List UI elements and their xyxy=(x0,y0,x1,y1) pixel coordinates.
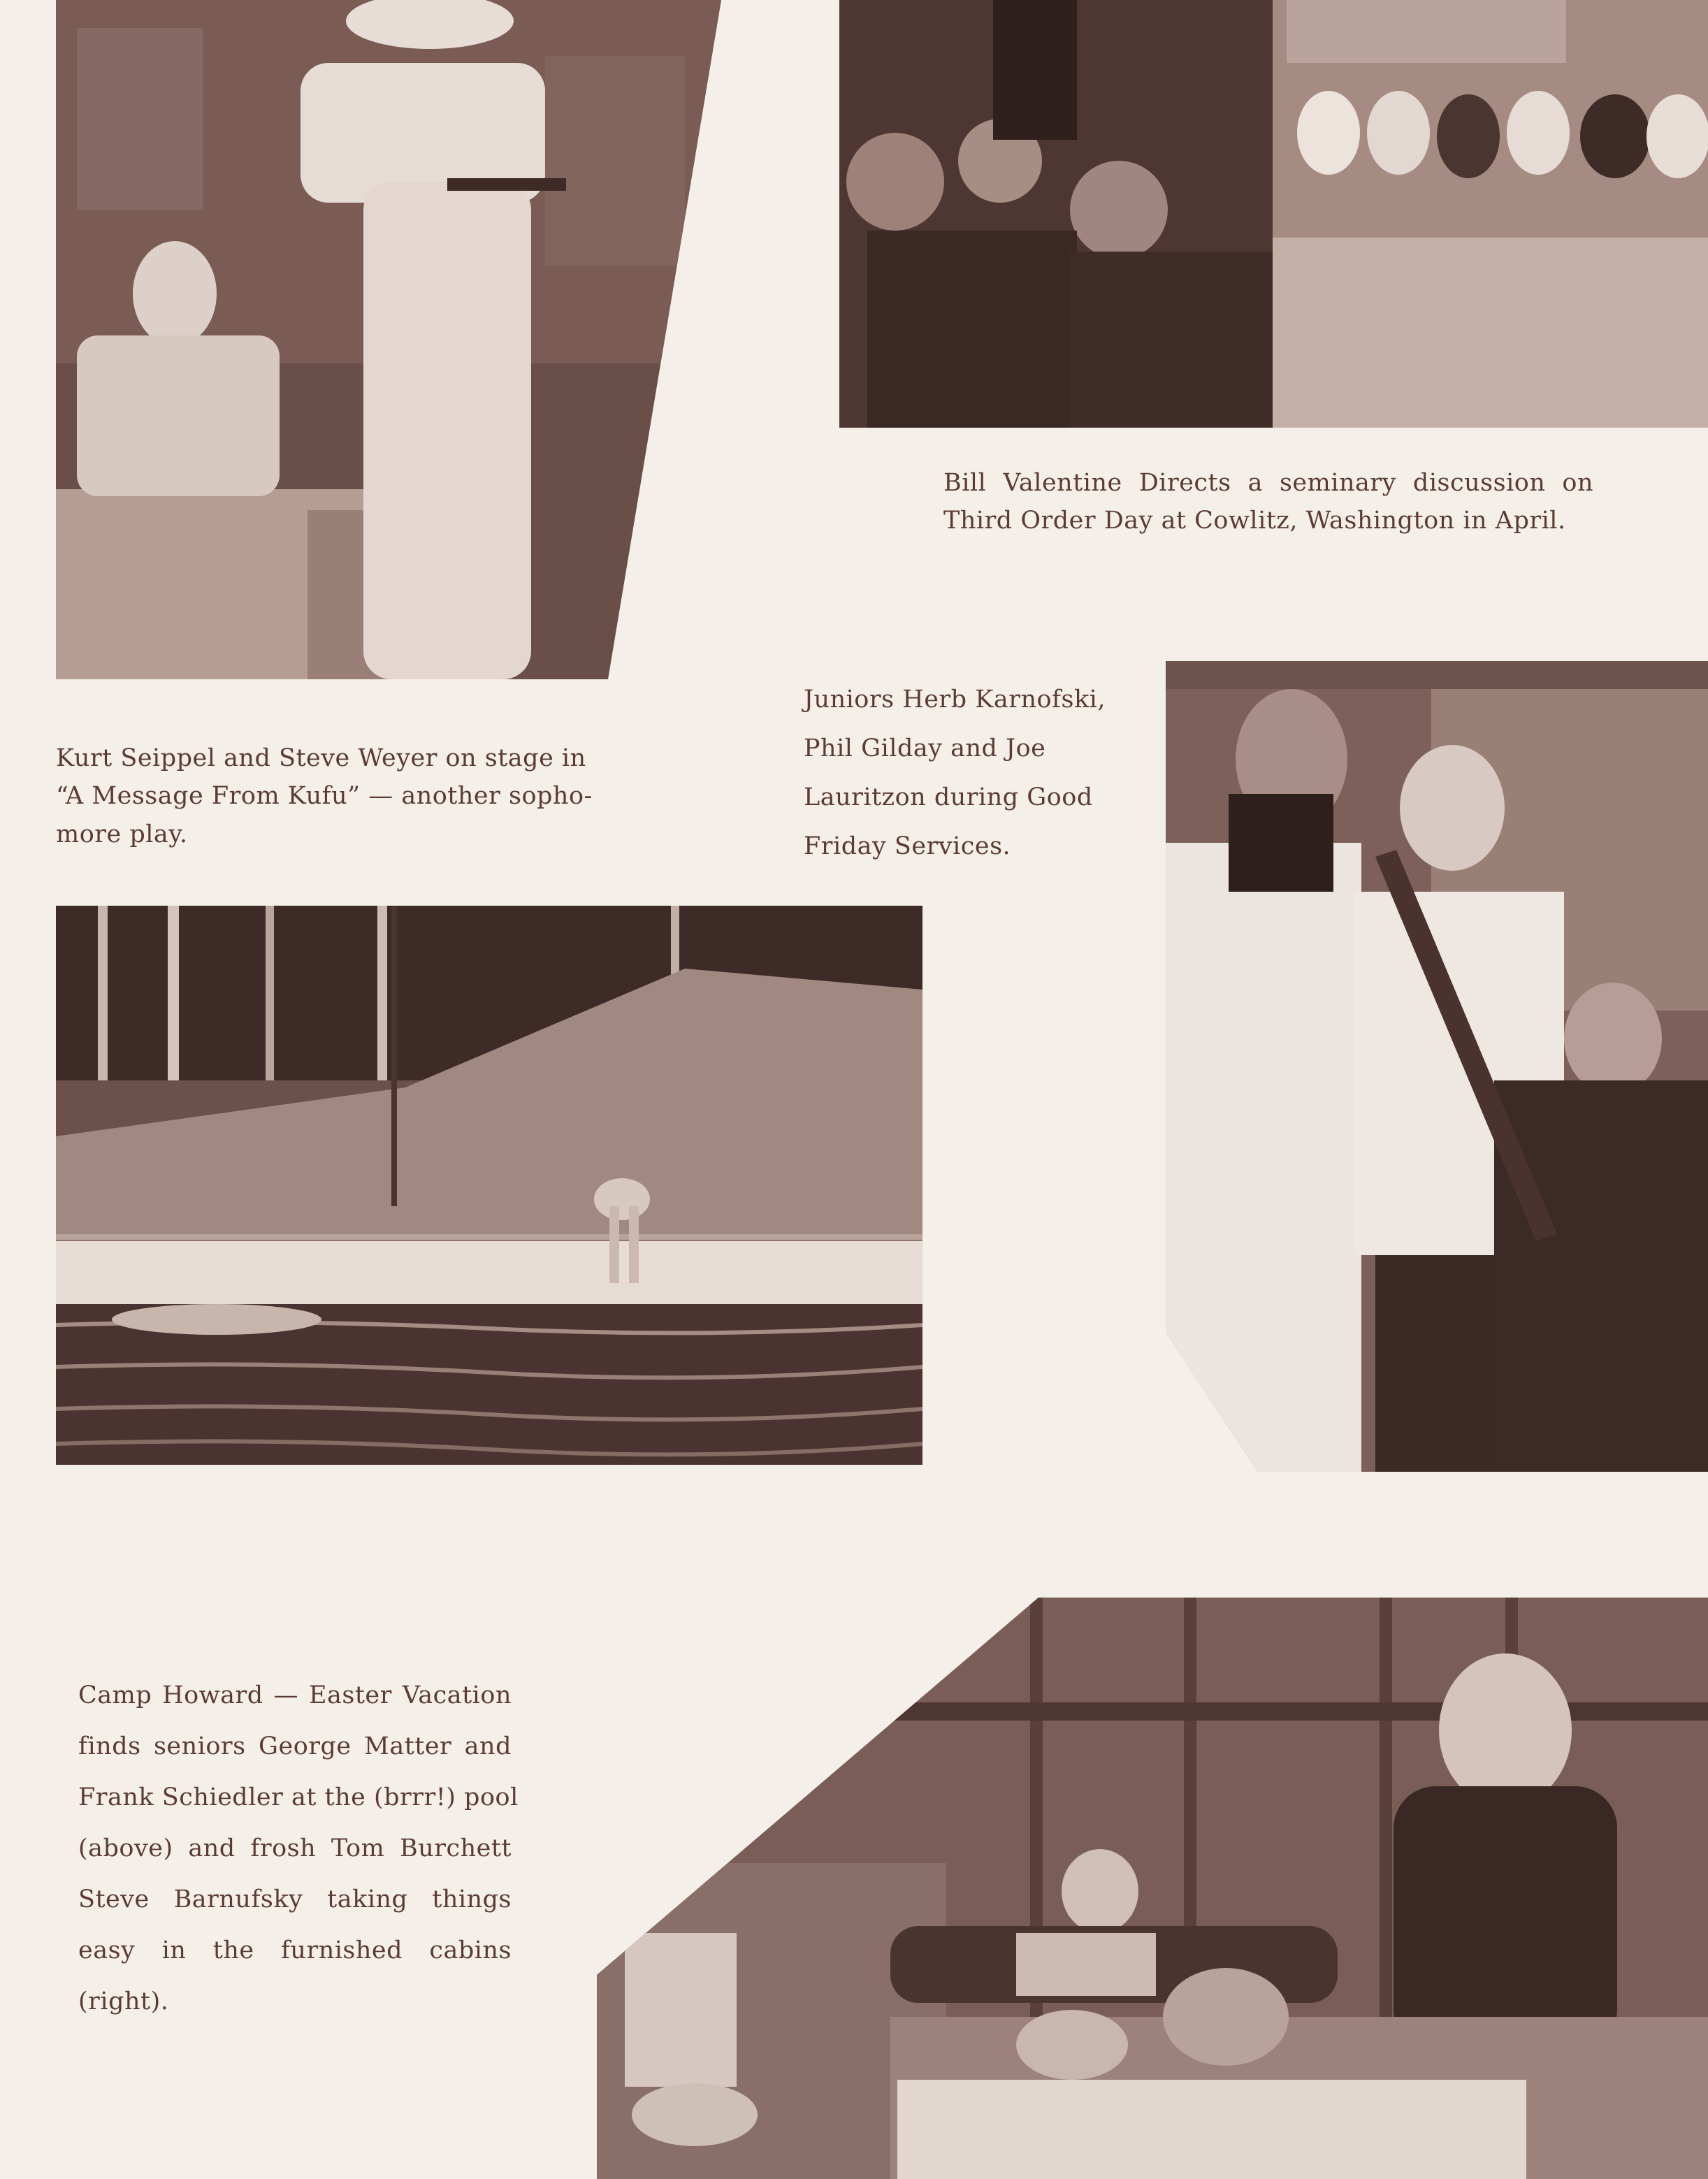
caption-line: Lauritzon during Good xyxy=(804,783,1093,811)
caption-camp-howard xyxy=(78,1670,519,2027)
caption-line: Phil Gilday and Joe xyxy=(804,734,1046,762)
caption-line: finds seniors George Matter and xyxy=(78,1732,512,1760)
caption-line: Juniors Herb Karnofski, xyxy=(804,686,1106,714)
photo-seminary-discussion xyxy=(839,0,1708,428)
caption-line: Steve Barnufsky taking things xyxy=(78,1885,512,1913)
caption-line: more play. xyxy=(56,820,188,848)
caption-line: Friday Services. xyxy=(804,832,1011,860)
caption-line: (right). xyxy=(78,1988,169,2015)
caption-good-friday xyxy=(804,675,1132,871)
caption-seminary xyxy=(943,464,1593,540)
caption-line: Third Order Day at Cowlitz, Washington in April. xyxy=(943,507,1566,535)
photo-good-friday xyxy=(1166,661,1708,1472)
photo-stage-play xyxy=(56,0,721,679)
caption-line: easy in the furnished cabins xyxy=(78,1937,512,1964)
caption-line: Camp Howard — Easter Vacation xyxy=(78,1681,512,1709)
caption-line: Bill Valentine Directs a seminary discussion on xyxy=(943,469,1593,497)
photo-camp-pool xyxy=(56,906,922,1465)
caption-line: “A Message From Kufu” — another sopho- xyxy=(56,782,593,811)
caption-kufu-play xyxy=(56,739,601,853)
caption-line: Frank Schiedler at the (brrr!) pool xyxy=(78,1783,519,1811)
caption-line: (above) and frosh Tom Burchett xyxy=(78,1834,512,1862)
caption-line: Kurt Seippel and Steve Weyer on stage in xyxy=(56,744,586,772)
photo-cabin xyxy=(597,1598,1708,2179)
